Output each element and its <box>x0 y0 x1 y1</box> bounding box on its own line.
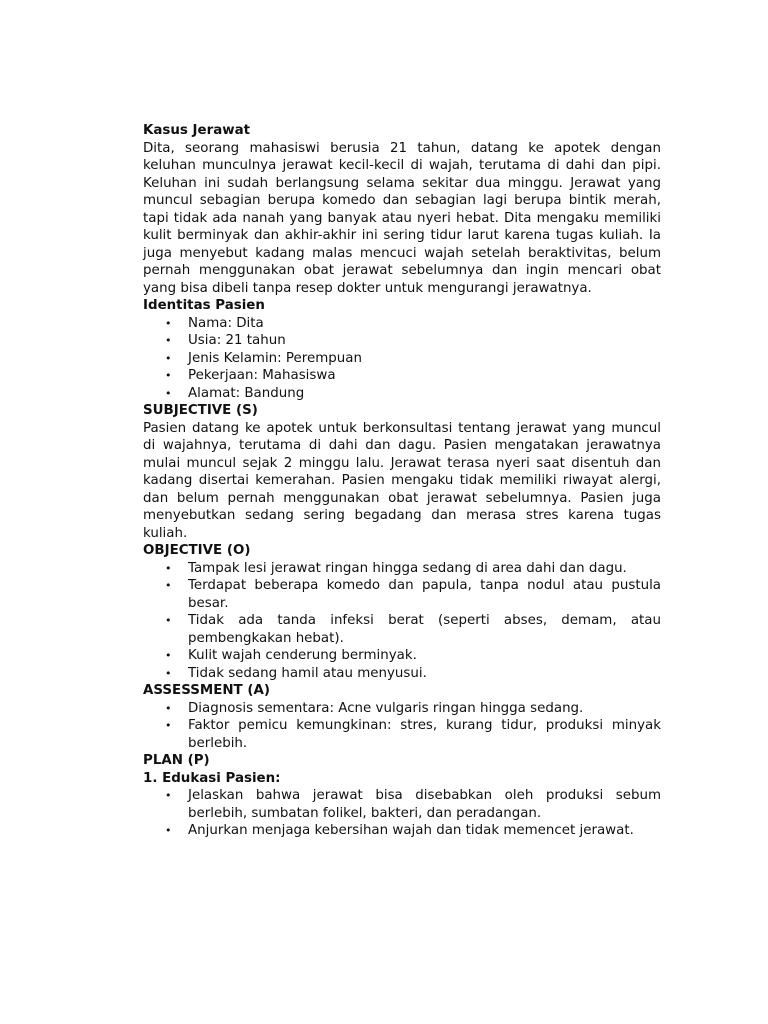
case-title: Kasus Jerawat <box>143 123 251 138</box>
plan-list <box>143 787 661 840</box>
list-item: • Diagnosis sementara: Acne vulgaris ringan hingga sedang. <box>143 700 661 718</box>
list-item: • Tidak sedang hamil atau menyusui. <box>143 665 661 683</box>
list-item: • Tampak lesi jerawat ringan hingga sedang di area dahi dan dagu. <box>143 560 661 578</box>
case-description: Dita, seorang mahasiswi berusia 21 tahun, datang ke apotek dengan keluhan munculnya jerawat kecil-kecil di wajah, terutama di dahi dan pipi. Keluhan ini sudah berlangsung selama sekitar dua minggu. Jerawat yang muncul sebagian berupa komedo dan sebagian lagi berupa bintik merah, tapi tidak ada nanah yang banyak atau nyeri hebat. Dita mengaku memiliki kulit berminyak dan akhir-akhir ini sering tidur larut karena tugas kuliah. Ia juga menyebut kadang malas mencuci wajah setelah beraktivitas, belum pernah menggunakan obat jerawat sebelumnya dan ingin mencari obat yang bisa dibeli tanpa resep dokter untuk mengurangi jerawatnya. <box>143 140 661 296</box>
list-item: • Anjurkan menjaga kebersihan wajah dan tidak memencet jerawat. <box>143 822 661 840</box>
list-item: • Tidak ada tanda infeksi berat (seperti abses, demam, atau pembengkakan hebat). <box>143 612 661 647</box>
plan-heading: PLAN (P) <box>143 753 210 768</box>
assessment-heading: ASSESSMENT (A) <box>143 683 270 698</box>
assessment-list <box>143 700 661 753</box>
document-page <box>143 122 661 840</box>
plan-subheading: 1. Edukasi Pasien: <box>143 770 281 786</box>
list-item: • Jelaskan bahwa jerawat bisa disebabkan oleh produksi sebum berlebih, sumbatan folikel, bakteri, dan peradangan. <box>143 787 661 822</box>
list-item: • Nama: Dita <box>143 315 661 333</box>
list-item: • Pekerjaan: Mahasiswa <box>143 367 661 385</box>
objective-heading: OBJECTIVE (O) <box>143 543 251 558</box>
list-item: • Faktor pemicu kemungkinan: stres, kurang tidur, produksi minyak berlebih. <box>143 717 661 752</box>
identity-list <box>143 315 661 403</box>
subjective-text: Pasien datang ke apotek untuk berkonsultasi tentang jerawat yang muncul di wajahnya, terutama di dahi dan dagu. Pasien mengatakan jerawatnya mulai muncul sejak 2 minggu lalu. Jerawat terasa nyeri saat disentuh dan kadang disertai kemerahan. Pasien mengaku tidak memiliki riwayat alergi, dan belum pernah menggunakan obat jerawat sebelumnya. Pasien juga menyebutkan sedang sering begadang dan merasa stres karena tugas kuliah. <box>143 420 661 541</box>
subjective-heading: SUBJECTIVE (S) <box>143 403 258 418</box>
identity-heading: Identitas Pasien <box>143 298 265 313</box>
list-item: • Usia: 21 tahun <box>143 332 661 350</box>
list-item: • Jenis Kelamin: Perempuan <box>143 350 661 368</box>
list-item: • Terdapat beberapa komedo dan papula, tanpa nodul atau pustula besar. <box>143 577 661 612</box>
objective-list <box>143 560 661 683</box>
list-item: • Kulit wajah cenderung berminyak. <box>143 647 661 665</box>
list-item: • Alamat: Bandung <box>143 385 661 403</box>
